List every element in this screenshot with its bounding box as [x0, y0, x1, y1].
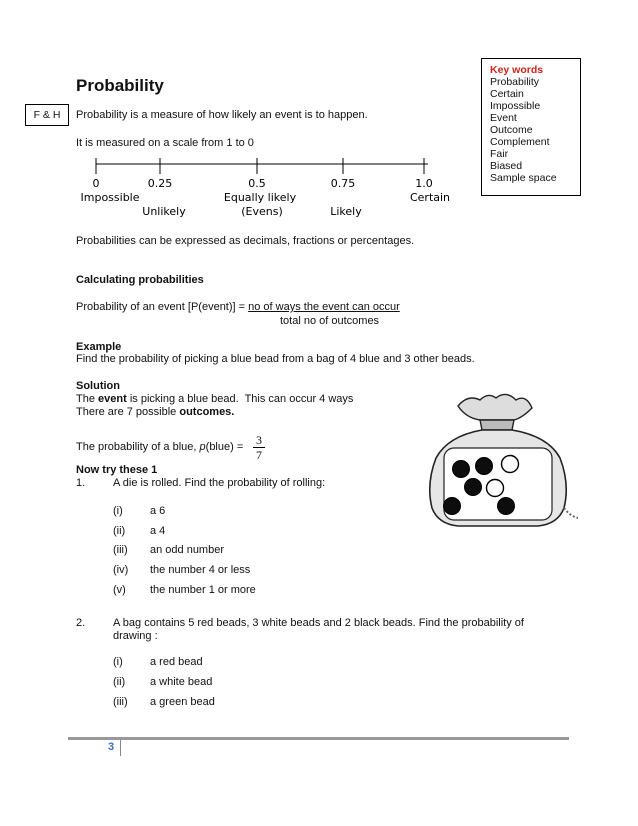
key-words-heading: Key words	[490, 64, 544, 76]
key-word: Fair	[490, 148, 509, 160]
part-text: the number 4 or less	[150, 564, 251, 576]
bead-white	[502, 456, 519, 473]
question-text-line-2: drawing :	[113, 630, 158, 642]
calc-heading: Calculating probabilities	[76, 274, 204, 286]
fraction-numerator: 3	[253, 433, 265, 448]
key-word: Biased	[490, 160, 523, 172]
scale-value: 0.75	[330, 177, 356, 190]
part-number: (ii)	[113, 676, 126, 688]
key-word: Event	[490, 112, 517, 124]
solution-text: is picking a blue bead. This can occur 4 ways	[126, 393, 354, 405]
question-text-line-1: A bag contains 5 red beads, 3 white beads and 2 black beads. Find the probability of	[113, 617, 524, 629]
solution-text: (blue) =	[205, 441, 247, 453]
intro-line-2: It is measured on a scale from 1 to 0	[76, 137, 254, 149]
page-number-bar	[120, 740, 121, 756]
scale-value: 0.25	[147, 177, 173, 190]
page-title: Probability	[76, 76, 164, 95]
bead-black	[498, 498, 515, 515]
question-text: A die is rolled. Find the probability of rolling:	[113, 477, 326, 489]
solution-text: The	[76, 393, 99, 405]
part-text: a red bead	[150, 656, 203, 668]
part-text: a green bead	[150, 696, 215, 708]
solution-italic: p	[199, 441, 206, 453]
key-word: Certain	[490, 88, 524, 100]
scale-value: 0.5	[248, 177, 266, 190]
part-number: (iii)	[113, 696, 128, 708]
question-number: 2.	[76, 617, 86, 629]
part-text: the number 1 or more	[150, 584, 256, 596]
bead-black	[453, 461, 470, 478]
part-text: an odd number	[150, 544, 224, 556]
scale-label-certain: Certain	[409, 191, 451, 204]
key-words-box	[481, 58, 581, 196]
solution-line-3	[76, 441, 246, 453]
formula-numerator: no of ways the event can occur	[248, 301, 400, 313]
probability-scale	[70, 154, 460, 222]
part-number: (i)	[113, 656, 123, 668]
part-text: a 4	[150, 525, 166, 537]
bead-bag-illustration	[418, 388, 578, 530]
scale-value: 0	[92, 177, 100, 190]
bead-white	[487, 480, 504, 497]
level-tag: F & H	[25, 104, 69, 126]
solution-text: There are 7 possible	[76, 406, 180, 418]
part-text: a white bead	[150, 676, 213, 688]
bead-black	[476, 458, 493, 475]
scale-label-unlikely: Unlikely	[142, 205, 186, 218]
fraction-denominator: 7	[256, 448, 262, 462]
part-text: a 6	[150, 505, 166, 517]
formula-prefix: Probability of an event [P(event)] =	[76, 301, 249, 313]
page-number: 3	[108, 741, 115, 753]
solution-bold: outcomes.	[179, 406, 235, 418]
question-number: 1.	[76, 477, 86, 489]
formula-denominator: total no of outcomes	[280, 315, 380, 327]
key-word: Complement	[490, 136, 550, 148]
example-heading: Example	[76, 341, 122, 353]
scale-label-evens: (Evens)	[241, 205, 283, 218]
solution-heading: Solution	[76, 380, 120, 392]
intro-line-1: Probability is a measure of how likely an event is to happen.	[76, 109, 368, 121]
example-text: Find the probability of picking a blue bead from a bag of 4 blue and 3 other beads.	[76, 353, 475, 365]
key-word: Impossible	[490, 100, 541, 112]
solution-line-1	[76, 393, 353, 405]
solution-bold: event	[98, 393, 127, 405]
scale-label-impossible: Impossible	[80, 191, 140, 204]
scale-label-likely: Likely	[330, 205, 362, 218]
solution-text: The probability of a blue,	[76, 441, 200, 453]
formula-line	[76, 301, 400, 313]
expressed-text: Probabilities can be expressed as decimals, fractions or percentages.	[76, 235, 415, 247]
part-number: (ii)	[113, 525, 126, 537]
bead-black	[444, 498, 461, 515]
part-number: (v)	[113, 584, 126, 596]
fraction-answer	[253, 433, 265, 462]
part-number: (iv)	[113, 564, 129, 576]
scale-label-equally-likely: Equally likely	[223, 191, 297, 204]
footer-divider	[68, 737, 569, 740]
key-word: Outcome	[490, 124, 533, 136]
bead-black	[465, 479, 482, 496]
key-word: Probability	[490, 76, 540, 88]
key-word: Sample space	[490, 172, 557, 184]
solution-line-2	[76, 406, 234, 418]
part-number: (i)	[113, 505, 123, 517]
scale-value: 1.0	[415, 177, 433, 190]
try-these-heading: Now try these 1	[76, 464, 158, 476]
part-number: (iii)	[113, 544, 128, 556]
